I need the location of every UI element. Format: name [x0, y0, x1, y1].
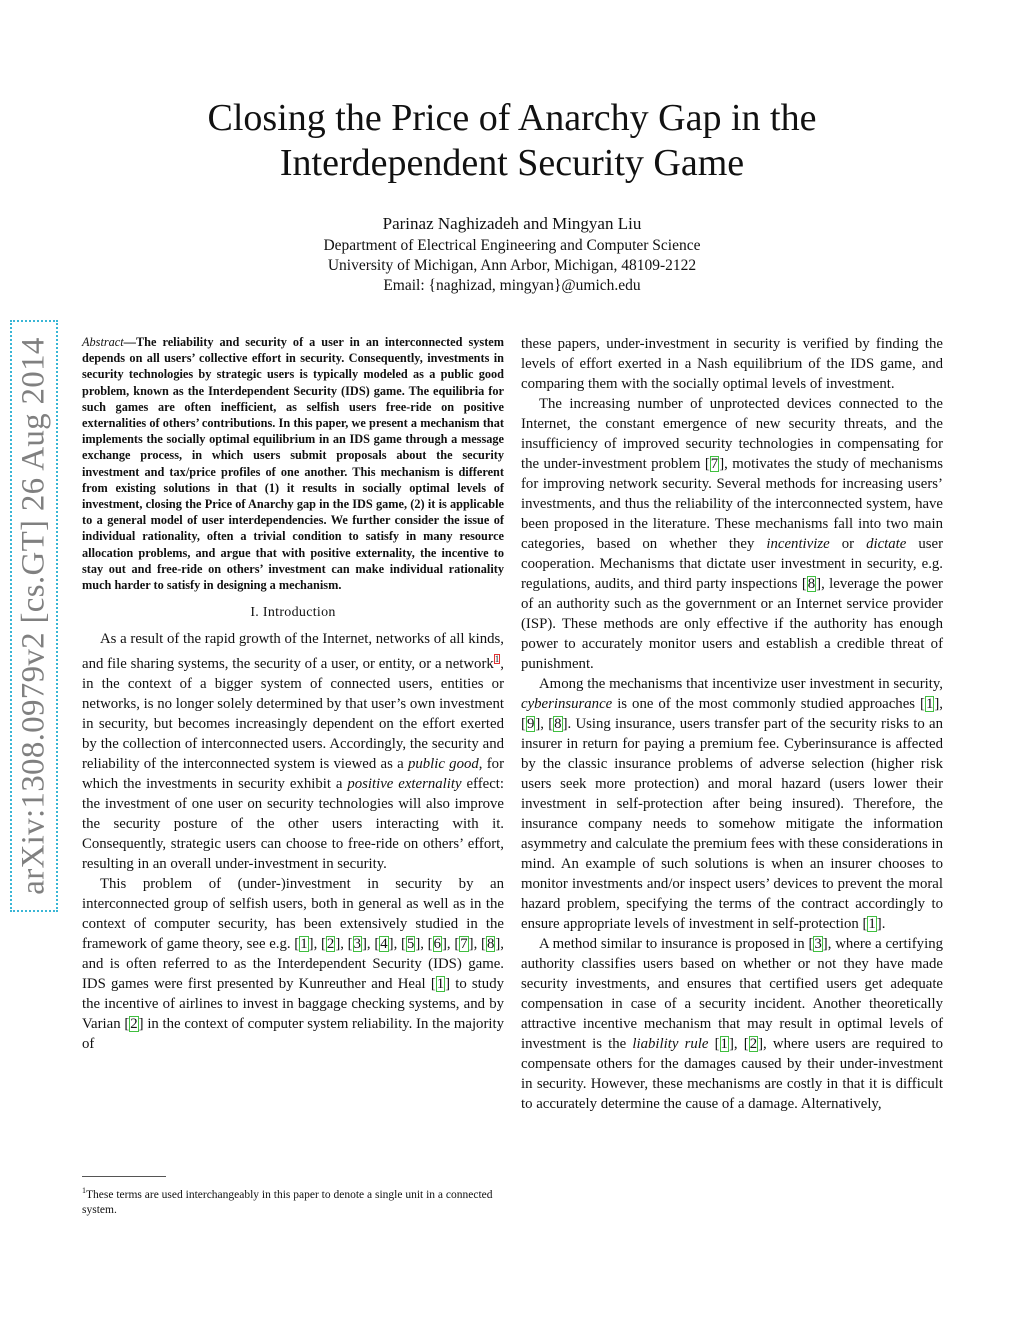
text-span: ], [ — [361, 936, 380, 953]
text-span: ], [ — [415, 936, 433, 953]
citation-link[interactable]: 1 — [925, 696, 934, 712]
text-span: ], [ — [308, 936, 326, 953]
paragraph — [521, 334, 943, 394]
text-span: or — [829, 536, 867, 552]
text-span: , for which the investments in security exhibit a — [82, 756, 504, 793]
paragraph — [521, 934, 943, 1114]
text-span: ], [ — [728, 1036, 749, 1052]
text-span: ] to study the incentive of airlines to invest in baggage checking systems, and by Varian [ — [82, 976, 504, 1033]
intro-body — [82, 629, 504, 1054]
paragraph — [521, 674, 943, 934]
text-span: ], [ — [468, 936, 486, 953]
citation-link[interactable]: 8 — [486, 936, 495, 953]
abstract-text: —The reliability and security of a user in an interconnected system depends on all users’ collective effort in security. Consequently, investments in security technologies by strategic users is typically modeled as a public good problem, known as the Interdependent Security (IDS) game. The equilibria for such games are often inefficient, as selfish users free-ride on positive externalities of others’ contributions. In this paper, we present a mechanism that implements the socially optimal equilibrium in an IDS game through a message exchange process, in which users submit proposals about the security investment and tax/price profiles of one another. This mechanism is different from existing solutions in that (1) it results in socially optimal levels of investment, closing the Price of Anarchy gap in the IDS game, (2) it is applicable to a general model of user interdependencies. We further consider the issue of individual rationality, often a trivial condition to satisfy in many resource allocation problems, and argue that with positive externality, the incentive to stay out and free-ride on others’ investment can make individual rationality much harder to satisfy in designing a mechanism. — [82, 335, 504, 593]
citation-link[interactable]: 4 — [380, 936, 388, 953]
title-line-1: Closing the Price of Anarchy Gap in the — [207, 97, 817, 139]
text-span: ]. — [876, 916, 886, 932]
text-span: ], [ — [521, 696, 943, 732]
text-span: ], where users are required to compensate others for the damages caused by their under-investment in security. However, these mechanisms are costly in that it is difficult to accurately determine the cause of a damage. Alternatively, — [521, 1036, 943, 1112]
arxiv-identifier-stamp — [10, 320, 58, 912]
abstract-label: Abstract — [82, 335, 124, 349]
left-column — [82, 334, 504, 1054]
text-span: is one of the most commonly studied approaches [ — [612, 696, 925, 712]
citation-link[interactable]: 7 — [460, 936, 468, 953]
citation-link[interactable]: 7 — [710, 456, 719, 472]
citation-link[interactable]: 3 — [353, 936, 361, 953]
citation-link[interactable]: 8 — [554, 716, 562, 732]
emphasis-text: positive externality — [347, 776, 462, 793]
citation-link[interactable]: 8 — [807, 576, 816, 592]
author-department: Department of Electrical Engineering and Computer Science — [323, 237, 701, 254]
text-span: effect: the investment of one user on security technologies will also improve the security posture of the other users interacting with it. Consequently, strategic users can choose to free-ride on others’ effort, resulting in an overall under-investment in security. — [82, 776, 504, 873]
citation-link[interactable]: 1 — [436, 976, 445, 993]
text-span: , in the context of a bigger system of connected users, entities or networks, is no longer solely determined by that user’s own investment in security, but becomes increasingly dependent on the effort exerted by the collection of interconnected users. Accordingly, the security and reliability of the interconnected system is viewed as a — [82, 656, 504, 773]
text-span: ]. Using insurance, users transfer part of the security risks to an insurer in return for paying a premium fee. Cyberinsurance is affected by the classic insurance problems of adverse selection (higher risk users seek more protection) and moral hazard (users lower their investment in self-protection after being insured). Therefore, the insurance company needs to somehow mitigate the information asymmetry and calculate the premium fees with these considerations in mind. An example of such solutions is when an insurer chooses to monitor investments and/or inspect users’ devices to prevent the moral hazard problem, specifying the terms of the contract accordingly to ensure appropriate levels of investment in self-protection [ — [521, 716, 943, 932]
author-university: University of Michigan, Ann Arbor, Michigan, 48109-2122 — [327, 257, 697, 274]
section-heading-introduction: I. Introduction — [250, 605, 336, 621]
emphasis-text: dictate — [866, 536, 907, 552]
text-span: As a result of the rapid growth of the Internet, networks of all kinds, and file sharing systems, the security of a user, or entity, or a network — [82, 631, 504, 673]
paper-title — [130, 96, 894, 186]
citation-link[interactable]: 6 — [433, 936, 441, 953]
paragraph — [82, 874, 504, 1054]
emphasis-text: public good — [407, 756, 479, 773]
emphasis-text: incentivize — [766, 536, 830, 552]
footnote-divider — [82, 1176, 166, 1177]
citation-link[interactable]: 2 — [749, 1036, 758, 1052]
text-span: ], and is often referred to as the Interdependent Security (IDS) game. IDS games were first presented by Kunreuther and Heal [ — [82, 936, 504, 993]
citation-link[interactable]: 1 — [868, 916, 876, 932]
author-email: Email: {naghizad, mingyan}@umich.edu — [383, 277, 641, 294]
paragraph — [521, 394, 943, 674]
text-span: ], where a certifying authority classifies users based on whether or not they have made security investments, and ensures that certified users get adequate compensation in case of a security incident. Another theoretically attractive incentive mechanism that may result in optimal levels of investment is the — [521, 936, 943, 1052]
text-span: ], leverage the power of an authority such as the government or an Internet service provider (ISP). These methods are only effective if the authority has enough power to accurately monitor users and establish a credible threat of punishment. — [521, 576, 943, 672]
citation-link[interactable]: 3 — [814, 936, 822, 952]
footnote-text: These terms are used interchangeably in this paper to denote a single unit in a connected system. — [82, 1188, 493, 1216]
text-span: ], motivates the study of mechanisms for improving network security. Several methods for increasing users’ investments, and thus the reliability of the interconnected system, have been proposed in the literature. These mechanisms fall into two main categories, based on whether they — [521, 456, 943, 552]
arxiv-identifier-text: arXiv:1308.0979v2 [cs.GT] 26 Aug 2014 — [15, 337, 52, 895]
text-span: This problem of (under-)investment in security by an interconnected group of selfish users, both in general as well as in the context of computer security, has been extensively studied in the framework of game theory, see e.g. [ — [82, 876, 504, 953]
right-column — [521, 334, 943, 1114]
abstract — [82, 334, 504, 593]
text-span: A method similar to insurance is proposed in [ — [539, 936, 814, 952]
text-span: ] in the context of computer system reliability. In the majority of — [82, 1016, 504, 1053]
text-span: ], [ — [388, 936, 406, 953]
author-block — [130, 214, 894, 296]
text-span: ], [ — [335, 936, 353, 953]
emphasis-text: liability rule — [632, 1036, 709, 1052]
citation-link[interactable]: 2 — [326, 936, 335, 953]
citation-link[interactable]: 1 — [720, 1036, 728, 1052]
text-span: ], [ — [535, 716, 554, 732]
text-span: [ — [708, 1036, 720, 1052]
author-names: Parinaz Naghizadeh and Mingyan Liu — [382, 214, 642, 233]
footnote-mark: 1 — [82, 1186, 86, 1195]
paragraph — [82, 629, 504, 874]
title-line-2: Interdependent Security Game — [279, 142, 745, 184]
footnote — [82, 1183, 504, 1218]
citation-link[interactable]: 5 — [406, 936, 415, 953]
text-span: Among the mechanisms that incentivize user investment in security, — [539, 676, 943, 692]
text-span: these papers, under-investment in security is verified by finding the levels of effort exerted in a Nash equilibrium of the IDS game, and comparing them with the socially optimal levels of investment. — [521, 336, 943, 392]
text-span: user cooperation. Mechanisms that dictate user investment in security, e.g. regulations, audits, and third party inspections [ — [521, 536, 943, 592]
citation-link[interactable]: 1 — [300, 936, 308, 953]
citation-link[interactable]: 9 — [526, 716, 535, 732]
emphasis-text: cyberinsurance — [521, 696, 613, 712]
citation-link[interactable]: 2 — [130, 1016, 138, 1033]
text-span: ], [ — [442, 936, 460, 953]
text-span: The increasing number of unprotected devices connected to the Internet, the constant emergence of new security threats, and the insufficiency of improved security technologies in compensating for the under-investment problem [ — [521, 396, 943, 472]
footnote-link[interactable]: 1 — [494, 654, 500, 665]
